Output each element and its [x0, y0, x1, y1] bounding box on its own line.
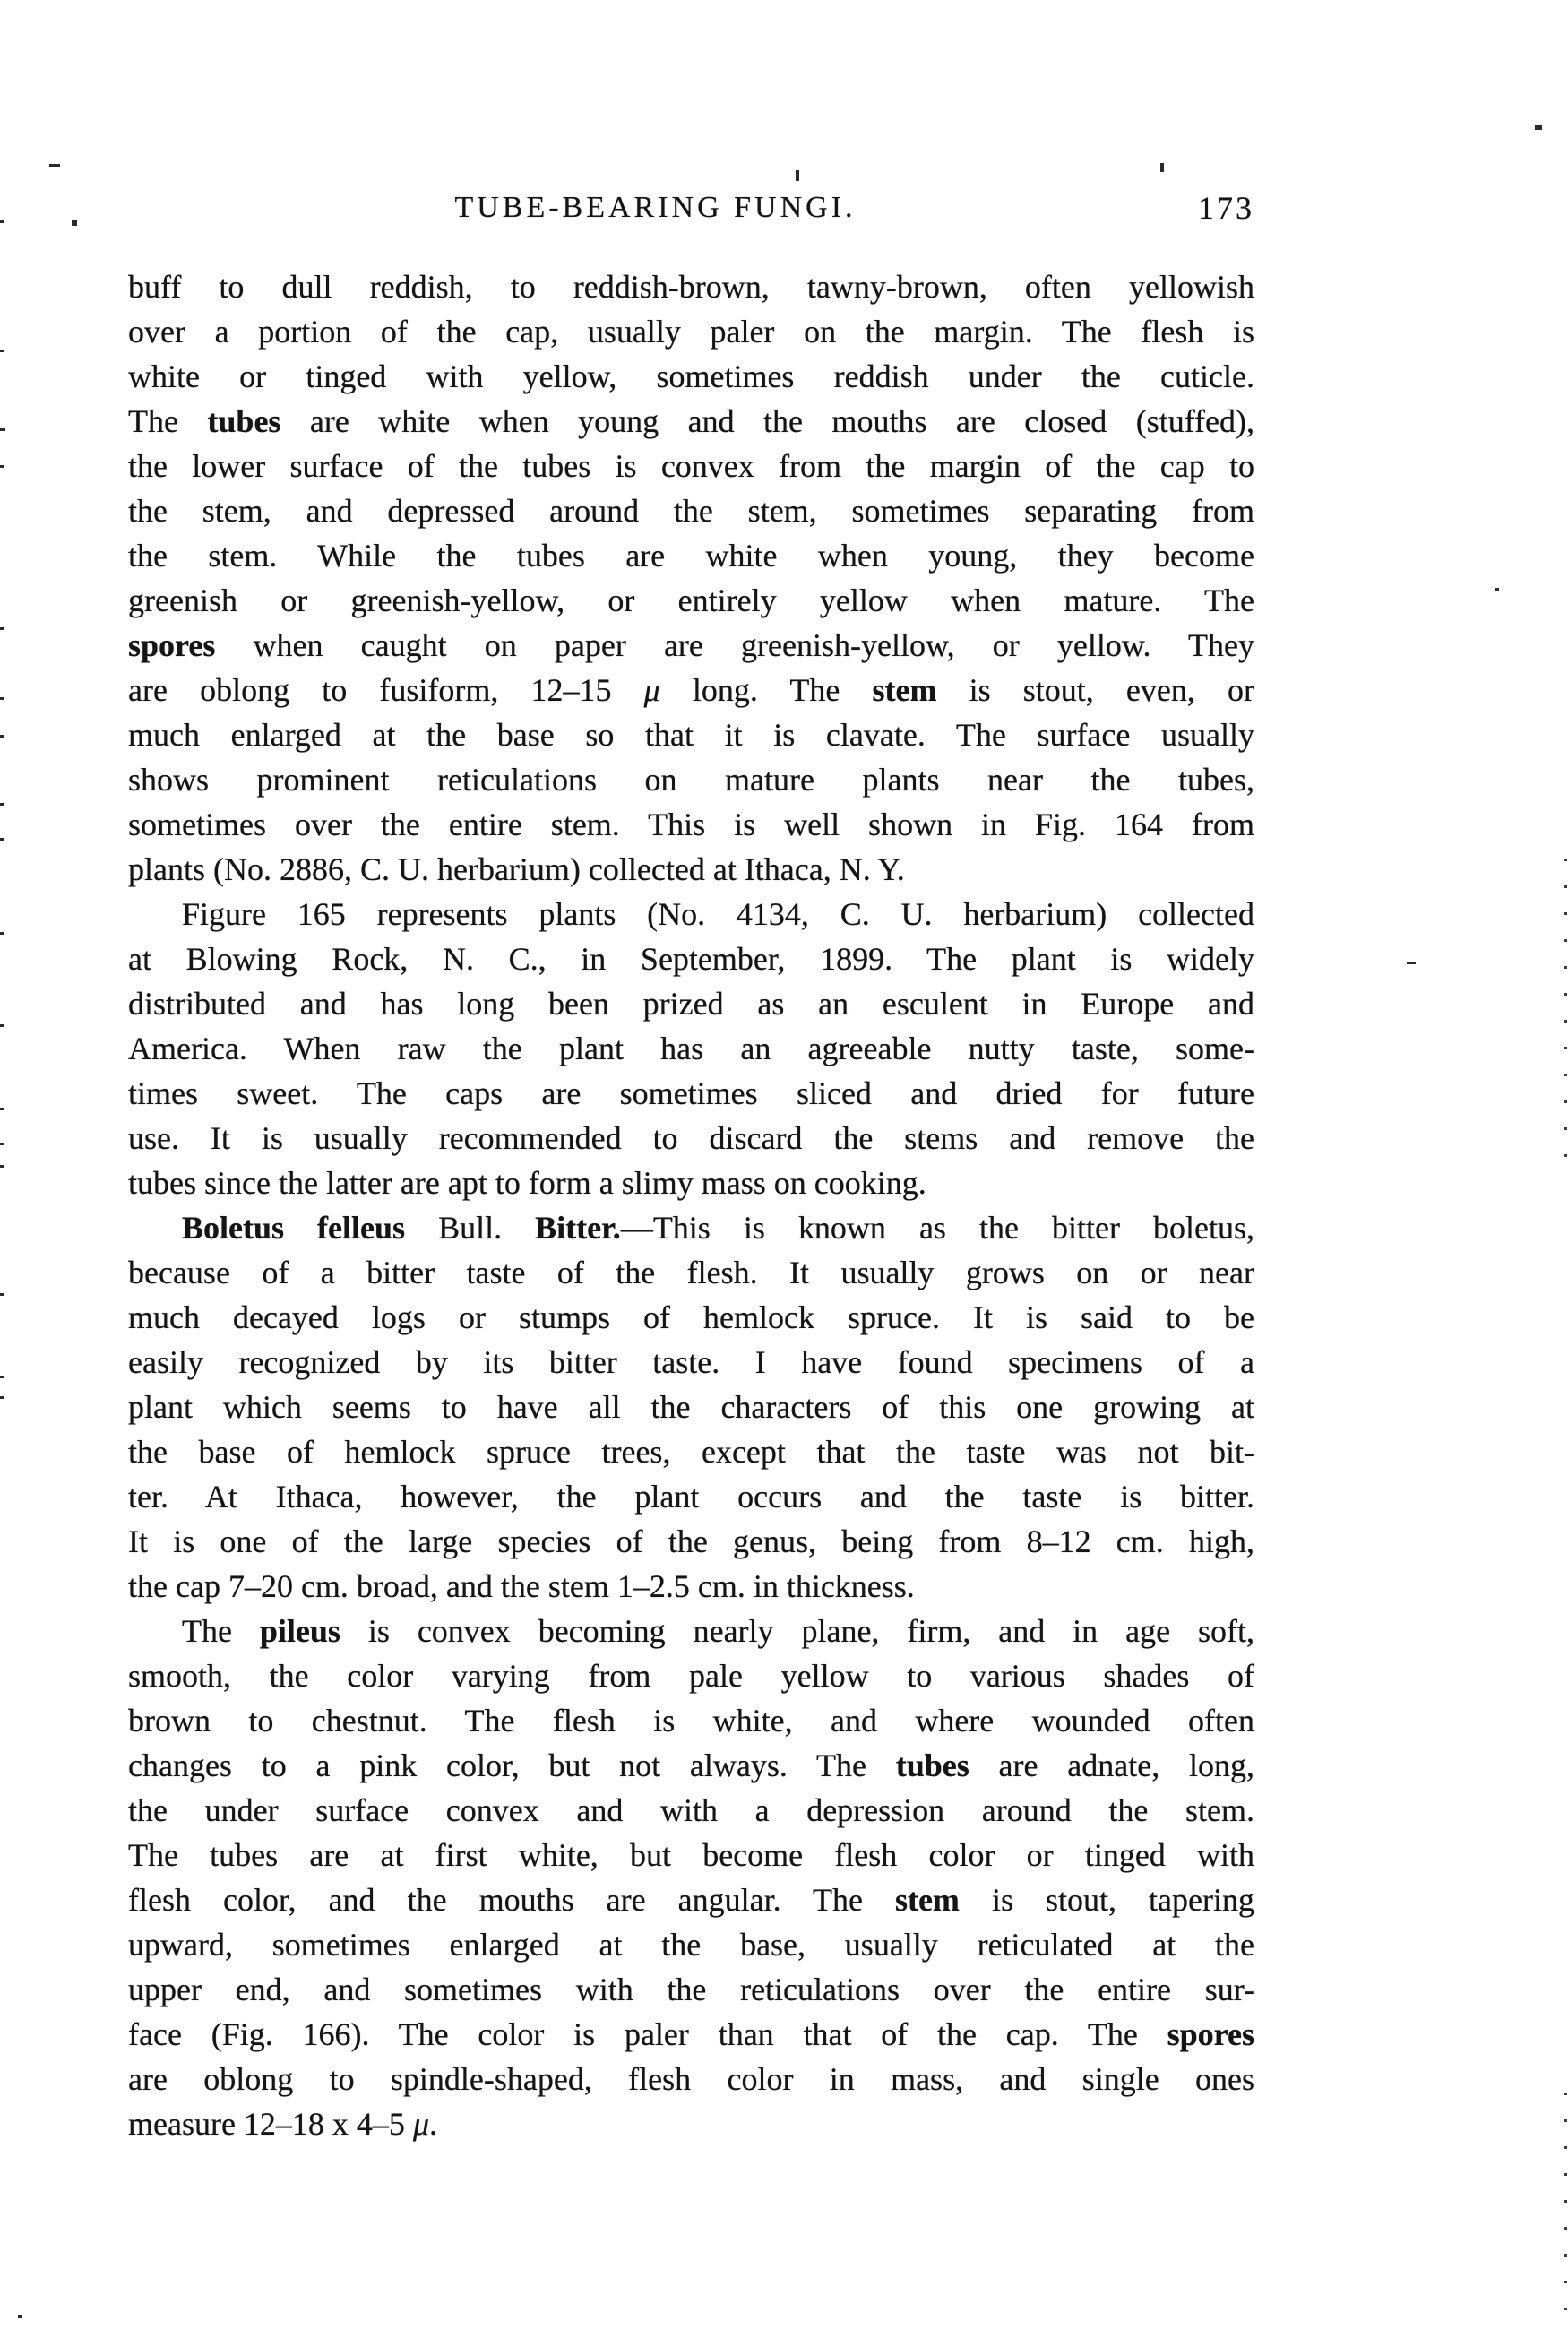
text-line	[128, 1743, 1254, 1788]
text-segment: are white when young and the mouths are closed (stuffed),	[280, 403, 1254, 439]
text-segment: face (Fig. 166). The color is paler than that of the cap. The	[128, 2016, 1167, 2052]
text-line	[128, 309, 1254, 354]
scan-speckle	[0, 1108, 4, 1110]
text-segment: much enlarged at the base so that it is clavate. The surface usually	[128, 717, 1254, 753]
scan-speckle	[796, 170, 799, 181]
italic-term: μ	[412, 2106, 430, 2142]
text-segment: much decayed logs or stumps of hemlock spruce. It is said to be	[128, 1299, 1254, 1335]
text-segment: the base of hemlock spruce trees, except that the taste was not bit-	[128, 1434, 1254, 1470]
text-block	[128, 264, 1254, 2146]
text-segment: It is one of the large species of the genus, being from 8–12 cm. high,	[128, 1523, 1254, 1559]
text-line	[128, 981, 1254, 1026]
text-line	[128, 1653, 1254, 1698]
scan-speckle	[18, 2315, 22, 2318]
text-segment: sometimes over the entire stem. This is well shown in Fig. 164 from	[128, 807, 1254, 842]
text-line	[128, 1161, 1254, 1205]
scan-speckle	[0, 838, 4, 841]
text-segment: ter. At Ithaca, however, the plant occurs and the taste is bitter.	[128, 1479, 1254, 1514]
text-segment: are oblong to fusiform, 12–15	[128, 672, 644, 708]
text-line	[128, 757, 1254, 802]
text-segment: the stem. While the tubes are white when young, they become	[128, 538, 1254, 574]
text-line	[128, 1429, 1254, 1474]
bold-term: stem	[872, 672, 937, 708]
scan-speckle	[0, 735, 4, 738]
text-line	[128, 1788, 1254, 1833]
scan-edge-dots	[1564, 859, 1567, 1168]
text-line	[128, 802, 1254, 847]
text-segment: upward, sometimes enlarged at the base, usually reticulated at the	[128, 1927, 1254, 1963]
text-segment: are oblong to spindle-shaped, flesh color in mass, and single ones	[128, 2061, 1254, 2097]
text-segment: the lower surface of the tubes is convex from the margin of the cap to	[128, 448, 1254, 484]
text-line	[128, 2101, 1254, 2146]
scan-speckle	[72, 220, 77, 226]
text-segment: plant which seems to have all the characters of this one growing at	[128, 1389, 1254, 1425]
text-segment: greenish or greenish-yellow, or entirely yellow when mature. The	[128, 582, 1254, 618]
text-line	[128, 936, 1254, 981]
text-segment: flesh color, and the mouths are angular. The	[128, 1882, 895, 1918]
running-header	[128, 185, 1254, 231]
text-line	[128, 488, 1254, 533]
scan-speckle	[0, 627, 4, 630]
bold-term: stem	[894, 1882, 960, 1918]
text-segment: buff to dull reddish, to reddish-brown, tawny-brown, often yellowish	[128, 269, 1254, 305]
scan-speckle	[0, 1165, 4, 1168]
scan-speckle	[0, 465, 4, 468]
text-line	[128, 578, 1254, 623]
text-line	[128, 444, 1254, 488]
text-line	[128, 712, 1254, 757]
text-segment: smooth, the color varying from pale yellow to various shades of	[128, 1658, 1254, 1694]
scan-speckle	[0, 1143, 4, 1145]
text-line	[128, 1609, 1254, 1653]
text-segment: The tubes are at first white, but become flesh color or tinged with	[128, 1837, 1254, 1873]
bold-term: Boletus felleus	[182, 1210, 406, 1246]
scan-speckle	[0, 932, 4, 935]
text-segment: shows prominent reticulations on mature plants near the tubes,	[128, 762, 1254, 798]
text-segment: upper end, and sometimes with the reticulations over the entire sur-	[128, 1972, 1254, 2007]
text-line	[128, 1340, 1254, 1385]
text-line	[128, 847, 1254, 892]
text-segment: changes to a pink color, but not always. The	[128, 1748, 896, 1783]
scan-speckle	[0, 428, 5, 431]
text-segment: over a portion of the cap, usually paler on the margin. The flesh is	[128, 314, 1254, 350]
scan-speckle	[0, 697, 4, 700]
scan-speckle	[0, 220, 4, 223]
text-segment: America. When raw the plant has an agreeable nutty taste, some-	[128, 1031, 1254, 1066]
text-line	[128, 1877, 1254, 1922]
scan-speckle	[1495, 588, 1499, 591]
text-line	[128, 1967, 1254, 2012]
text-segment: because of a bitter taste of the flesh. It usually grows on or near	[128, 1255, 1254, 1290]
text-segment: Bull.	[405, 1210, 536, 1246]
text-line	[128, 1385, 1254, 1429]
bold-term: spores	[128, 627, 216, 663]
scan-speckle	[0, 803, 4, 806]
text-line	[128, 1116, 1254, 1161]
text-segment: the under surface convex and with a depression around the stem.	[128, 1792, 1254, 1828]
text-line	[128, 1250, 1254, 1295]
text-segment: the cap 7–20 cm. broad, and the stem 1–2.5 cm. in thickness.	[128, 1568, 915, 1604]
scan-speckle	[1407, 962, 1416, 964]
text-line	[128, 354, 1254, 399]
text-line	[128, 399, 1254, 444]
text-segment: tubes since the latter are apt to form a slimy mass on cooking.	[128, 1165, 926, 1201]
scan-speckle	[0, 350, 4, 352]
text-segment: when caught on paper are greenish-yellow, or yellow. They	[215, 627, 1254, 663]
text-segment: easily recognized by its bitter taste. I have found specimens of a	[128, 1344, 1254, 1380]
text-line	[128, 264, 1254, 309]
scan-speckle	[0, 1293, 4, 1296]
text-segment: The	[182, 1613, 260, 1649]
text-segment: plants (No. 2886, C. U. herbarium) collected at Ithaca, N. Y.	[128, 851, 905, 887]
text-line	[128, 1474, 1254, 1519]
scan-speckle	[1535, 125, 1542, 130]
text-segment: measure 12–18 x 4–5	[128, 2106, 413, 2142]
scan-speckle	[0, 1376, 4, 1378]
bold-term: pileus	[259, 1613, 340, 1649]
page-header-title: TUBE-BEARING FUNGI.	[454, 191, 857, 224]
text-segment: white or tinged with yellow, sometimes reddish under the cuticle.	[128, 358, 1254, 394]
text-line	[128, 1071, 1254, 1116]
text-segment: .	[429, 2106, 438, 2142]
page-number: 173	[1198, 190, 1254, 226]
text-line	[128, 2012, 1254, 2057]
text-line	[128, 668, 1254, 712]
scan-speckle	[0, 1024, 4, 1027]
text-segment: is stout, even, or	[936, 672, 1254, 708]
text-line	[128, 533, 1254, 578]
bold-term: tubes	[207, 403, 281, 439]
scan-speckle	[0, 1396, 4, 1399]
text-segment: is convex becoming nearly plane, firm, and in age soft,	[340, 1613, 1254, 1649]
text-segment: Figure 165 represents plants (No. 4134, C. U. herbarium) collected	[182, 896, 1254, 932]
bold-term: spores	[1167, 2016, 1254, 2052]
text-segment: is stout, tapering	[959, 1882, 1254, 1918]
text-segment: the stem, and depressed around the stem, sometimes separating from	[128, 493, 1254, 529]
scan-speckle	[49, 164, 60, 167]
text-line	[128, 1698, 1254, 1743]
text-segment: The	[128, 403, 208, 439]
italic-term: μ	[643, 672, 660, 708]
text-segment: distributed and has long been prized as an esculent in Europe and	[128, 986, 1254, 1022]
text-line	[128, 1564, 1254, 1609]
scan-speckle	[1160, 163, 1164, 172]
text-segment: —This is known as the bitter boletus,	[620, 1210, 1255, 1246]
bold-term: Bitter.	[535, 1210, 621, 1246]
text-line	[128, 1922, 1254, 1967]
text-segment: brown to chestnut. The flesh is white, and where wounded often	[128, 1703, 1254, 1739]
scan-edge-dots	[1564, 2093, 1567, 2327]
text-segment: times sweet. The caps are sometimes sliced and dried for future	[128, 1075, 1254, 1111]
bold-term: tubes	[895, 1748, 969, 1783]
text-segment: long. The	[659, 672, 873, 708]
text-segment: are adnate, long,	[969, 1748, 1254, 1783]
text-line	[128, 892, 1254, 936]
text-line	[128, 1295, 1254, 1340]
text-line	[128, 1026, 1254, 1071]
text-line	[128, 2057, 1254, 2101]
text-line	[128, 623, 1254, 668]
text-line	[128, 1205, 1254, 1250]
text-line	[128, 1519, 1254, 1564]
text-segment: use. It is usually recommended to discard the stems and remove the	[128, 1120, 1254, 1156]
text-line	[128, 1833, 1254, 1877]
text-segment: at Blowing Rock, N. C., in September, 1899. The plant is widely	[128, 941, 1254, 977]
